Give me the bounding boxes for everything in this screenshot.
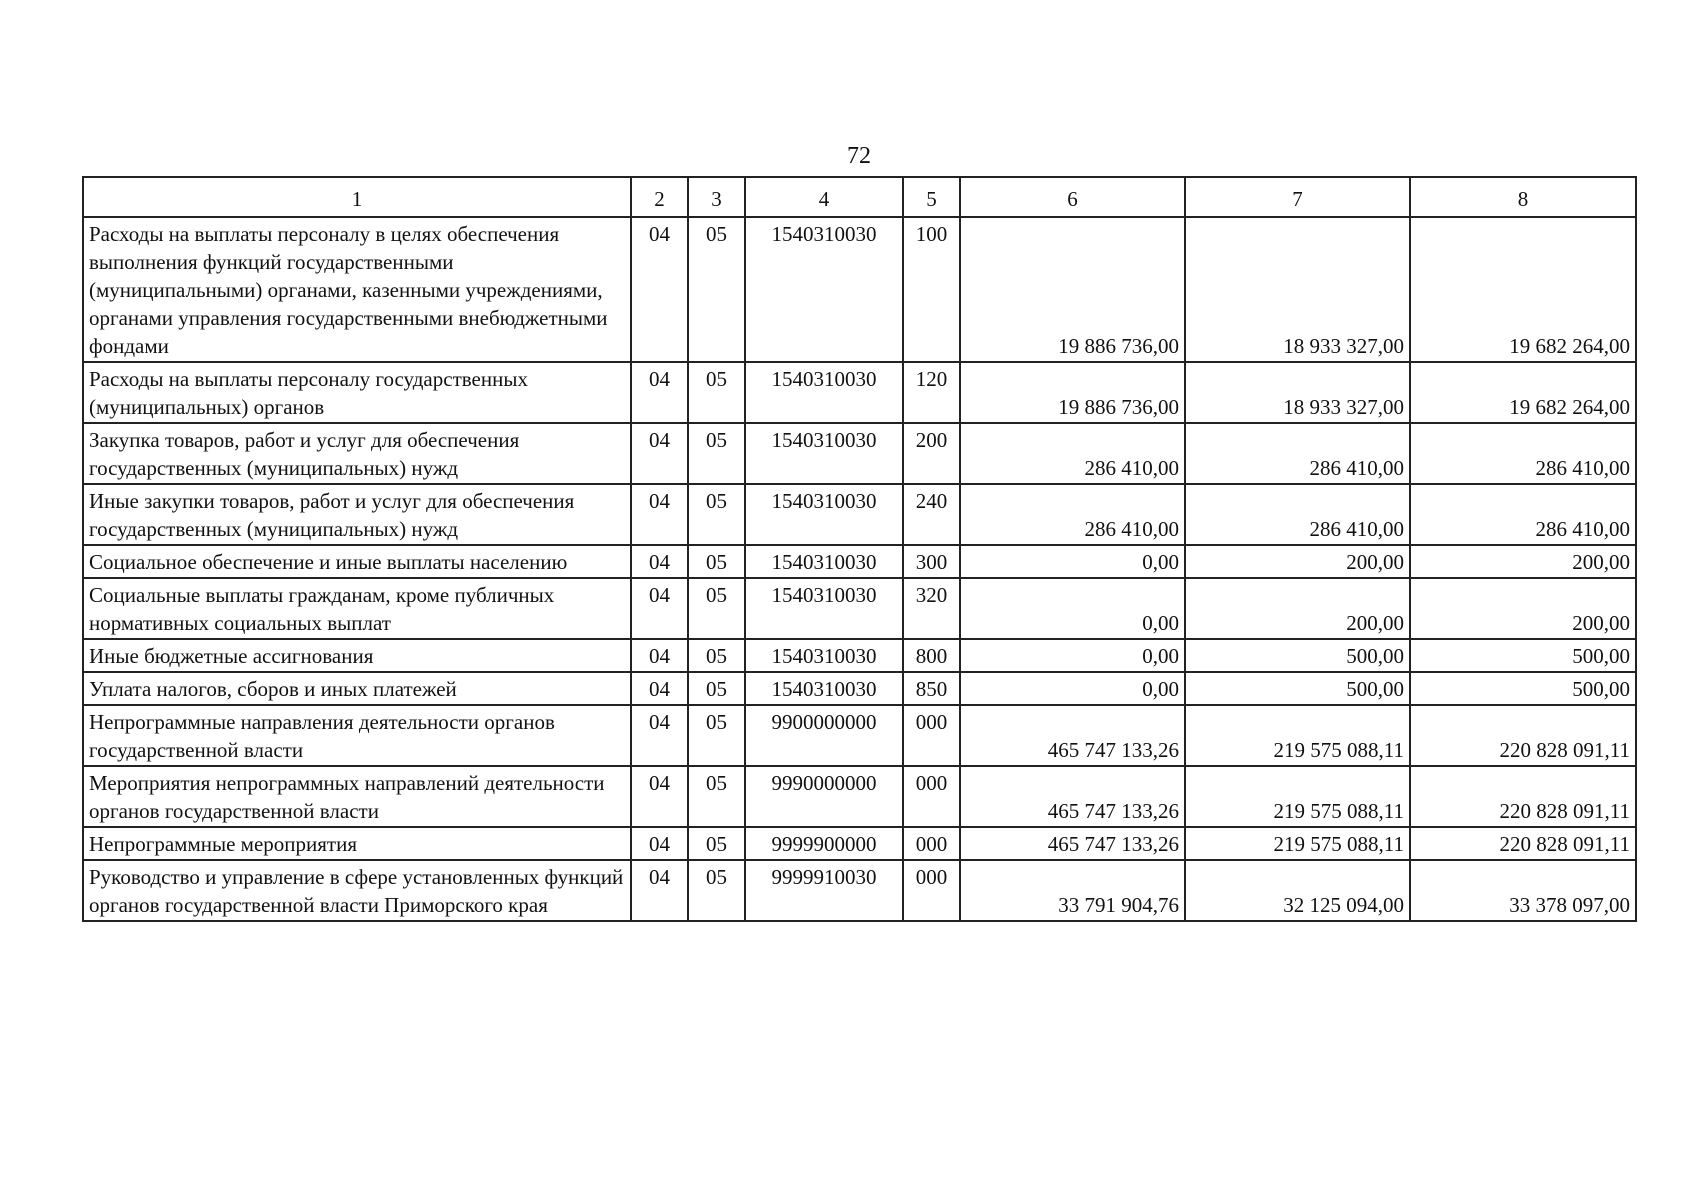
amount-col8: 33 378 097,00	[1410, 860, 1636, 921]
row-name: Мероприятия непрограммных направлений деятельности органов государственной власти	[83, 766, 631, 827]
amount-col7: 219 575 088,11	[1185, 766, 1410, 827]
amount-col7: 219 575 088,11	[1185, 827, 1410, 860]
amount-col8: 19 682 264,00	[1410, 362, 1636, 423]
expense-type-code: 100	[903, 217, 960, 362]
amount-col7: 219 575 088,11	[1185, 705, 1410, 766]
amount-col8: 220 828 091,11	[1410, 827, 1636, 860]
column-header-4: 4	[745, 177, 903, 217]
target-article-code: 9900000000	[745, 705, 903, 766]
target-article-code: 1540310030	[745, 672, 903, 705]
table-row	[83, 705, 1636, 766]
amount-col8: 500,00	[1410, 639, 1636, 672]
expense-type-code: 000	[903, 705, 960, 766]
row-name: Руководство и управление в сфере установленных функций органов государственной власти Приморского края	[83, 860, 631, 921]
amount-col7: 500,00	[1185, 639, 1410, 672]
table-row	[83, 484, 1636, 545]
column-header-3: 3	[688, 177, 745, 217]
amount-col7: 286 410,00	[1185, 484, 1410, 545]
amount-col6: 0,00	[960, 545, 1185, 578]
amount-col7: 32 125 094,00	[1185, 860, 1410, 921]
amount-col7: 500,00	[1185, 672, 1410, 705]
subsection-code: 05	[688, 578, 745, 639]
row-name: Расходы на выплаты персоналу государственных (муниципальных) органов	[83, 362, 631, 423]
amount-col6: 286 410,00	[960, 484, 1185, 545]
expense-type-code: 300	[903, 545, 960, 578]
subsection-code: 05	[688, 362, 745, 423]
row-name: Непрограммные мероприятия	[83, 827, 631, 860]
target-article-code: 1540310030	[745, 639, 903, 672]
table-header-row	[83, 177, 1636, 217]
table-row	[83, 217, 1636, 362]
section-code: 04	[631, 362, 688, 423]
expense-type-code: 850	[903, 672, 960, 705]
amount-col6: 286 410,00	[960, 423, 1185, 484]
subsection-code: 05	[688, 827, 745, 860]
amount-col8: 286 410,00	[1410, 423, 1636, 484]
expense-type-code: 240	[903, 484, 960, 545]
page-number: 72	[847, 143, 871, 169]
amount-col8: 220 828 091,11	[1410, 705, 1636, 766]
table-row	[83, 827, 1636, 860]
table-row	[83, 362, 1636, 423]
table-row	[83, 545, 1636, 578]
subsection-code: 05	[688, 639, 745, 672]
column-header-5: 5	[903, 177, 960, 217]
column-header-8: 8	[1410, 177, 1636, 217]
amount-col6: 33 791 904,76	[960, 860, 1185, 921]
amount-col6: 19 886 736,00	[960, 217, 1185, 362]
row-name: Иные бюджетные ассигнования	[83, 639, 631, 672]
subsection-code: 05	[688, 705, 745, 766]
table-row	[83, 766, 1636, 827]
subsection-code: 05	[688, 217, 745, 362]
amount-col6: 0,00	[960, 672, 1185, 705]
section-code: 04	[631, 639, 688, 672]
table-row	[83, 672, 1636, 705]
target-article-code: 1540310030	[745, 217, 903, 362]
amount-col7: 286 410,00	[1185, 423, 1410, 484]
subsection-code: 05	[688, 766, 745, 827]
target-article-code: 1540310030	[745, 484, 903, 545]
subsection-code: 05	[688, 860, 745, 921]
row-name: Социальное обеспечение и иные выплаты населению	[83, 545, 631, 578]
expense-type-code: 800	[903, 639, 960, 672]
target-article-code: 9999910030	[745, 860, 903, 921]
section-code: 04	[631, 578, 688, 639]
subsection-code: 05	[688, 545, 745, 578]
section-code: 04	[631, 545, 688, 578]
section-code: 04	[631, 860, 688, 921]
amount-col7: 18 933 327,00	[1185, 362, 1410, 423]
table-row	[83, 578, 1636, 639]
target-article-code: 1540310030	[745, 578, 903, 639]
amount-col8: 19 682 264,00	[1410, 217, 1636, 362]
amount-col6: 19 886 736,00	[960, 362, 1185, 423]
amount-col6: 465 747 133,26	[960, 766, 1185, 827]
subsection-code: 05	[688, 484, 745, 545]
amount-col8: 500,00	[1410, 672, 1636, 705]
target-article-code: 1540310030	[745, 362, 903, 423]
column-header-6: 6	[960, 177, 1185, 217]
amount-col8: 200,00	[1410, 578, 1636, 639]
expense-type-code: 000	[903, 827, 960, 860]
section-code: 04	[631, 672, 688, 705]
expense-type-code: 000	[903, 860, 960, 921]
row-name: Закупка товаров, работ и услуг для обеспечения государственных (муниципальных) нужд	[83, 423, 631, 484]
section-code: 04	[631, 217, 688, 362]
subsection-code: 05	[688, 672, 745, 705]
row-name: Расходы на выплаты персоналу в целях обеспечения выполнения функций государственными (муниципальными) органами, казенными учреждениями, органами управления государственными внебюджетными фондами	[83, 217, 631, 362]
section-code: 04	[631, 827, 688, 860]
amount-col6: 0,00	[960, 639, 1185, 672]
section-code: 04	[631, 766, 688, 827]
target-article-code: 9990000000	[745, 766, 903, 827]
amount-col6: 465 747 133,26	[960, 705, 1185, 766]
amount-col8: 286 410,00	[1410, 484, 1636, 545]
row-name: Иные закупки товаров, работ и услуг для обеспечения государственных (муниципальных) нужд	[83, 484, 631, 545]
table-row	[83, 639, 1636, 672]
amount-col6: 465 747 133,26	[960, 827, 1185, 860]
row-name: Социальные выплаты гражданам, кроме публичных нормативных социальных выплат	[83, 578, 631, 639]
amount-col7: 200,00	[1185, 578, 1410, 639]
column-header-7: 7	[1185, 177, 1410, 217]
subsection-code: 05	[688, 423, 745, 484]
target-article-code: 1540310030	[745, 423, 903, 484]
row-name: Непрограммные направления деятельности органов государственной власти	[83, 705, 631, 766]
section-code: 04	[631, 484, 688, 545]
target-article-code: 9999900000	[745, 827, 903, 860]
expense-type-code: 200	[903, 423, 960, 484]
section-code: 04	[631, 423, 688, 484]
expense-type-code: 120	[903, 362, 960, 423]
amount-col7: 200,00	[1185, 545, 1410, 578]
target-article-code: 1540310030	[745, 545, 903, 578]
section-code: 04	[631, 705, 688, 766]
amount-col6: 0,00	[960, 578, 1185, 639]
column-header-1: 1	[83, 177, 631, 217]
amount-col8: 220 828 091,11	[1410, 766, 1636, 827]
amount-col8: 200,00	[1410, 545, 1636, 578]
expense-type-code: 000	[903, 766, 960, 827]
budget-table	[82, 176, 1637, 922]
amount-col7: 18 933 327,00	[1185, 217, 1410, 362]
row-name: Уплата налогов, сборов и иных платежей	[83, 672, 631, 705]
expense-type-code: 320	[903, 578, 960, 639]
column-header-2: 2	[631, 177, 688, 217]
table-row	[83, 860, 1636, 921]
table-row	[83, 423, 1636, 484]
